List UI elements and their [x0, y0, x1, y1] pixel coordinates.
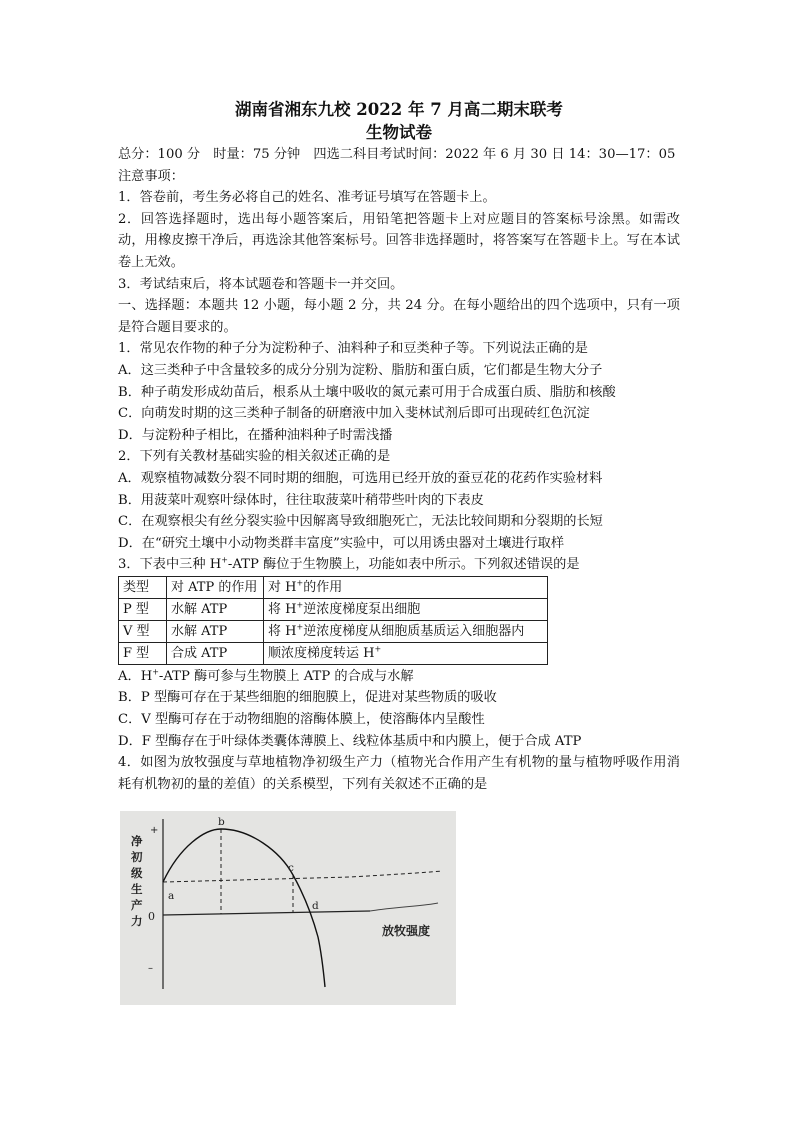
q2-option-b: B．用菠菜叶观察叶绿体时，往往取菠菜叶稍带些叶肉的下表皮 — [118, 492, 484, 508]
productivity-curve — [163, 829, 325, 987]
table-header-row — [119, 576, 548, 598]
q1-stem: 1．常见农作物的种子分为淀粉种子、油料种子和豆类种子等。下列说法正确的是 — [118, 341, 588, 357]
cell-text-sup: + — [296, 622, 304, 632]
q3-a-post: -ATP 酶可参与生物膜上 ATP 的合成与水解 — [158, 668, 414, 684]
table-cell: 水解 ATP — [167, 620, 264, 642]
notes-heading: 注意事项： — [118, 168, 184, 184]
point-a-label: a — [168, 890, 175, 902]
q3-stem — [118, 554, 680, 576]
point-b-label: b — [218, 816, 225, 828]
q3-option-c: C．V 型酶可存在于动物细胞的溶酶体膜上，使溶酶体内呈酸性 — [118, 712, 485, 728]
table-header-h-post: 的作用 — [303, 579, 343, 595]
plus-sign: + — [150, 825, 159, 836]
note-2: 2．回答选择题时，选出每小题答案后，用铅笔把答题卡上对应题目的答案标号涂黑。如需改动，用橡皮擦干净后，再选涂其他答案标号。回答非选择题时，将答案写在答题卡上。写在本试卷上无效。 — [118, 211, 680, 270]
cell-text-pre: 将 H — [268, 623, 297, 639]
q3-stem-pre: 3．下表中三种 H — [118, 557, 222, 573]
x-axis-line — [163, 911, 370, 915]
section-intro: 一、选择题：本题共 12 小题，每小题 2 分，共 24 分。在每小题给出的四个选项中，只有一项是符合题目要求的。 — [118, 298, 680, 335]
q2-option-a: A．观察植物减数分裂不同时期的细胞，可选用已经开放的蚕豆花的花药作实验材料 — [118, 470, 603, 486]
table-cell: 合成 ATP — [167, 642, 264, 664]
q1-option-a: A．这三类种子中含量较多的成分分别为淀粉、脂肪和蛋白质，它们都是生物大分子 — [118, 362, 603, 378]
q4-stem: 4．如图为放牧强度与草地植物净初级生产力（植物光合作用产生有机物的量与植物呼吸作用消耗有机物初的量的差值）的关系模型，下列有关叙述不正确的是 — [118, 755, 680, 792]
table-row-v — [119, 620, 548, 642]
paper-subtitle: 生物试卷 — [366, 123, 432, 142]
q1-option-d: D．与淀粉种子相比，在播种油料种子时需浅播 — [118, 427, 393, 443]
table-cell: F 型 — [119, 642, 167, 664]
cell-text-sup: + — [374, 644, 382, 654]
note-1: 1．答卷前，考生务必将自己的姓名、准考证号填写在答题卡上。 — [118, 190, 496, 206]
grazing-productivity-figure — [120, 811, 456, 1005]
q3-a-sup: + — [152, 667, 159, 677]
cell-text-post: 逆浓度梯度从细胞质基质运入细胞器内 — [303, 623, 525, 639]
q3-a-pre: A．H — [118, 668, 153, 684]
exam-info: 总分：100 分 时量：75 分钟 四选二科目考试时间：2022 年 6 月 30 日 14：30—17：05 — [118, 147, 676, 162]
q1-option-c: C．向萌发时期的这三类种子制备的研磨液中加入斐林试剂后即可出现砖红色沉淀 — [118, 406, 590, 422]
paper-title: 湖南省湘东九校 2022 年 7 月高二期末联考 — [235, 100, 563, 119]
ylabel-char: 产 — [131, 898, 143, 912]
table-cell — [264, 620, 548, 642]
table-cell — [264, 642, 548, 664]
table-header-h-sup: + — [296, 578, 304, 588]
note-3: 3．考试结束后，将本试题卷和答题卡一并交回。 — [118, 276, 404, 292]
point-d-label: d — [312, 900, 319, 912]
table-header-h-pre: 对 H — [268, 579, 297, 595]
cell-text-sup: + — [296, 600, 304, 610]
y-axis-label — [130, 834, 143, 928]
table-header-type: 类型 — [119, 576, 167, 598]
ylabel-char: 净 — [131, 834, 143, 848]
q3-option-d: D．F 型酶存在于叶绿体类囊体薄膜上、线粒体基质中和内膜上，便于合成 ATP — [118, 733, 582, 749]
ylabel-char: 力 — [131, 914, 143, 928]
table-cell: V 型 — [119, 620, 167, 642]
zero-label: 0 — [148, 910, 155, 923]
reference-dashed-line — [163, 871, 442, 882]
cell-text-pre: 将 H — [268, 601, 297, 617]
q2-stem: 2．下列有关教材基础实验的相关叙述正确的是 — [118, 449, 391, 465]
exam-paper — [118, 98, 680, 795]
x-axis-label: 放牧强度 — [382, 924, 431, 938]
table-row-p — [119, 598, 548, 620]
table-row-f — [119, 642, 548, 664]
ylabel-char: 级 — [131, 866, 143, 880]
figure-svg — [120, 811, 456, 1005]
q2-option-d: D．在“研究土壤中小动物类群丰富度”实验中，可以用诱虫器对土壤进行取样 — [118, 535, 565, 551]
ylabel-char: 生 — [131, 882, 143, 896]
minus-sign: – — [148, 963, 153, 974]
cell-text-pre: 顺浓度梯度转运 H — [268, 645, 375, 661]
q3-option-b: B．P 型酶可存在于某些细胞的细胞膜上，促进对某些物质的吸收 — [118, 690, 497, 706]
cell-text-post: 逆浓度梯度泵出细胞 — [303, 601, 421, 617]
table-cell: P 型 — [119, 598, 167, 620]
q3-stem-sup: + — [221, 555, 228, 565]
table-cell — [264, 598, 548, 620]
table-header-h — [264, 576, 548, 598]
q3-stem-post: -ATP 酶位于生物膜上，功能如表中所示。下列叙述错误的是 — [227, 557, 580, 573]
q3-option-a — [118, 666, 680, 688]
table-header-atp: 对 ATP 的作用 — [167, 576, 264, 598]
h-atpase-table — [118, 576, 548, 665]
table-cell: 水解 ATP — [167, 598, 264, 620]
x-axis-tail — [370, 903, 438, 911]
point-c-label: c — [288, 862, 294, 874]
ylabel-char: 初 — [131, 850, 143, 864]
q1-option-b: B．种子萌发形成幼苗后，根系从土壤中吸收的氮元素可用于合成蛋白质、脂肪和核酸 — [118, 384, 616, 400]
q2-option-c: C．在观察根尖有丝分裂实验中因解离导致细胞死亡，无法比较间期和分裂期的长短 — [118, 514, 603, 530]
